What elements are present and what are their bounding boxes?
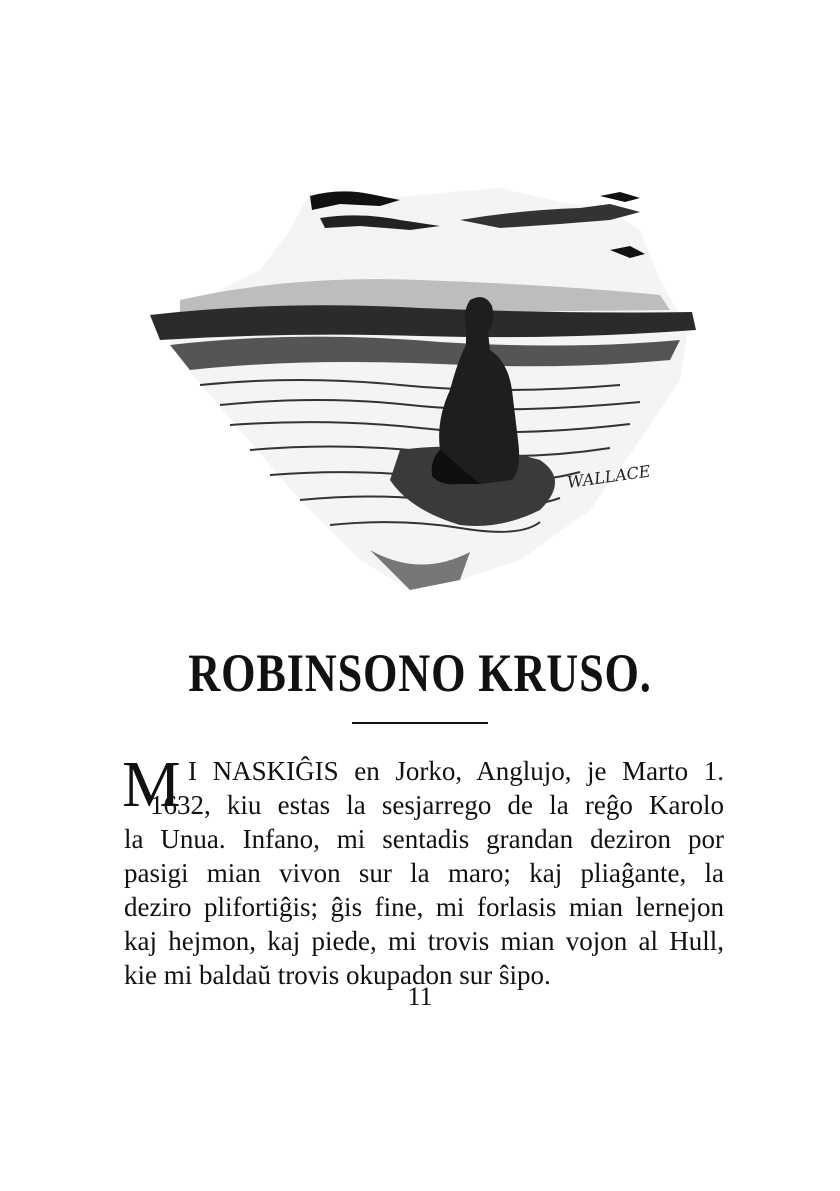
robinson-kneeling-in-surf-icon <box>140 180 700 600</box>
paragraph-line: deziro plifortiĝis; ĝis fine, mi forlasis mian lernejon <box>124 892 724 922</box>
paragraph-line: I NASKIĜIS en Jorko, Anglujo, je Marto 1. <box>188 756 724 786</box>
artist-signature: WALLACE <box>565 461 652 492</box>
title-divider <box>352 722 488 724</box>
body-paragraph <box>122 748 724 992</box>
paragraph-line: pasigi mian vivon sur la maro; kaj pliaĝante, la <box>124 858 724 888</box>
page-number: 11 <box>407 982 433 1011</box>
paragraph-line: kie mi baldaŭ trovis okupadon sur ŝipo. <box>124 960 551 990</box>
engraving-illustration <box>140 180 700 600</box>
paragraph-line: la Unua. Infano, mi sentadis grandan deziron por <box>124 824 724 854</box>
paragraph-line: 1632, kiu estas la sesjarrego de la reĝo Karolo <box>150 790 724 820</box>
dropcap-letter: M <box>122 748 181 821</box>
page-title: ROBINSONO KRUSO. <box>188 643 652 703</box>
paragraph-line: kaj hejmon, kaj piede, mi trovis mian vojon al Hull, <box>124 926 724 956</box>
